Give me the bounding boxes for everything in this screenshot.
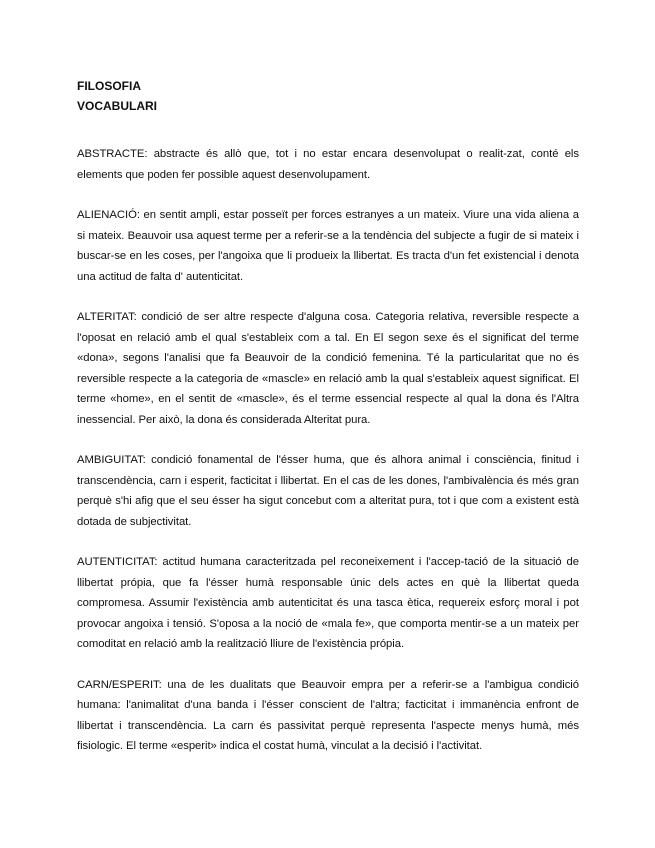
vocabulary-entry — [77, 144, 579, 185]
vocabulary-term: ALTERITAT: — [77, 311, 137, 323]
vocabulary-definition: condició de ser altre respecte d'alguna cosa. Categoria relativa, reversible respecte a l'oposat en relació amb el qual s'estableix com a tal. En El segon sexe és el significat del terme «dona», segons l'analisi que fa Beauvoir de la condició femenina. Té la particularitat que no és reversible respecte a la categoria de «mascle» en relació amb la qual s'estableix aquest significat. El terme «home», en el sentit de «mascle», és el terme essencial respecte al qual la dona és l'Altra inessencial. Per això, la dona és considerada Alteritat pura. — [77, 311, 579, 426]
vocabulary-definition: una de les dualitats que Beauvoir empra per a referir-se a l'ambigua condició humana: l'animalitat d'una banda i l'ésser conscient de l'altra; facticitat i immanència enfront de llibertat i transcendència. La carn és passivitat perquè representa l'aspecte menys humà, més fisiologic. El terme «esperit» indica el costat humà, vinculat a la decisió i l'activitat. — [77, 678, 579, 752]
vocabulary-entry — [77, 307, 579, 430]
vocabulary-entry — [77, 675, 579, 757]
document-subject: FILOSOFIA — [77, 79, 141, 93]
vocabulary-term: CARN/ESPERIT: — [77, 678, 162, 691]
document-page — [77, 76, 579, 777]
document-section-title: VOCABULARI — [77, 99, 157, 113]
vocabulary-entry — [77, 205, 579, 287]
vocabulary-entry — [77, 450, 579, 532]
vocabulary-entry — [77, 552, 579, 655]
vocabulary-term: ABSTRACTE: — [77, 148, 148, 160]
vocabulary-list — [77, 144, 579, 757]
vocabulary-definition: condició fonamental de l'ésser huma, que és alhora animal i consciència, finitud i transcendència, carn i esperit, facticitat i llibertat. En el cas de les dones, l'ambivalència és més gran perquè s'hi afig que el seu ésser ha sigut concebut com a alteritat pura, tot i que com a existent està dotada de subjectivitat. — [77, 454, 580, 528]
vocabulary-definition: actitud humana caracteritzada pel reconeixement i l'accep-tació de la situació de llibertat própia, que fa l'ésser humà responsable únic dels actes en què la llibertat queda compromesa. Assumir l'existència amb autenticitat és una tasca ètica, requereix esforç moral i pot provocar angoixa i tensió. S'oposa a la noció de «mala fe», que comporta mentir-se a un mateix per comoditat en relació amb la realització lliure de l'existència própia. — [77, 556, 579, 650]
vocabulary-definition: abstracte és allò que, tot i no estar encara desenvolupat o realit-zat, conté els elements que poden fer possible aquest desenvolupament. — [77, 148, 579, 181]
vocabulary-term: AMBIGUITAT: — [77, 454, 146, 466]
vocabulary-definition: en sentit ampli, estar posseït per forces estranyes a un mateix. Viure una vida aliena a si mateix. Beauvoir usa aquest terme per a referir-se a la tendència del subjecte a fugir de si mateix i buscar-se en les coses, per l'angoixa que li produeix la llibertat. Es tracta d'un fet existencial i denota una actitud de falta d' autenticitat. — [77, 209, 579, 283]
vocabulary-term: AUTENTICITAT: — [77, 556, 158, 568]
vocabulary-term: ALIENACIÓ: — [77, 209, 140, 221]
